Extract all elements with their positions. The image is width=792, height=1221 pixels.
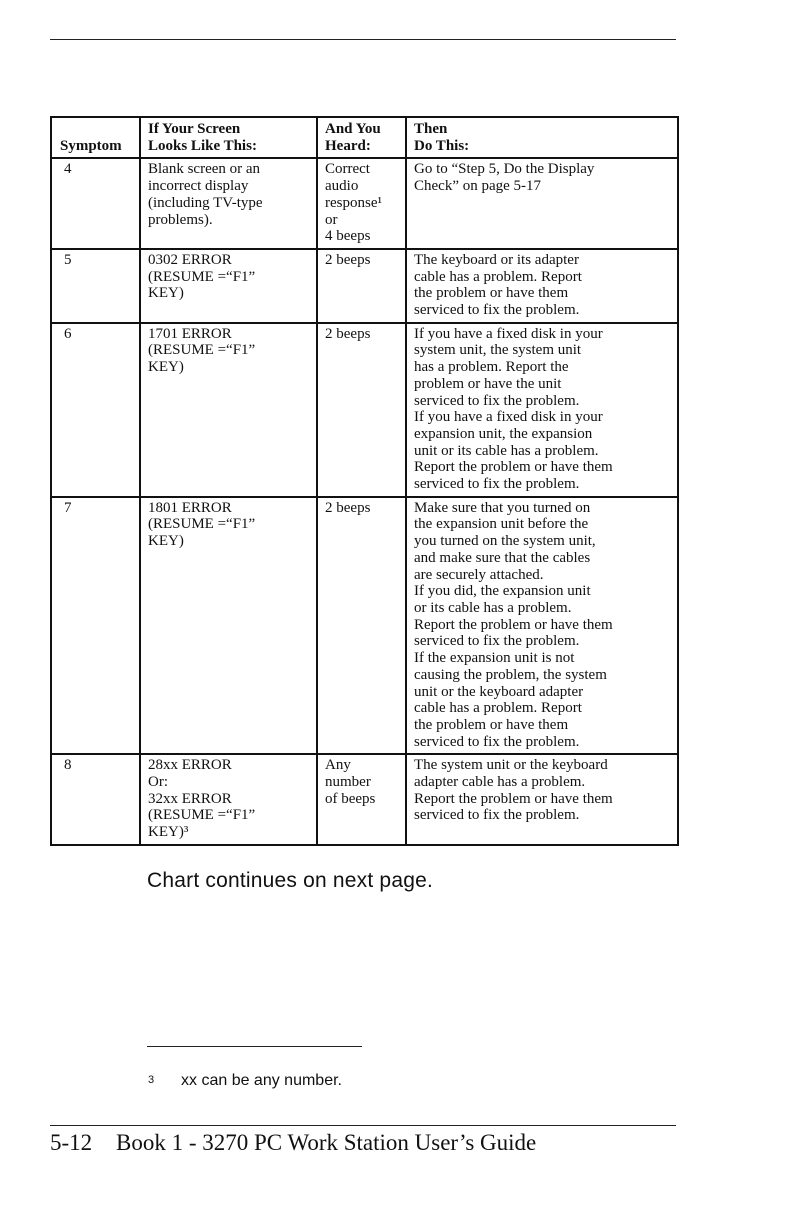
header-symptom: Symptom [51,117,140,158]
screen-description: Blank screen or an incorrect display (including TV-type problems). [140,158,317,249]
action-description: The system unit or the keyboard adapter cable has a problem. Report the problem or have them serviced to fix the problem. [406,754,678,845]
symptom-number: 5 [51,249,140,323]
action-description: If you have a fixed disk in your system unit, the system unit has a problem. Report the problem or have the unit serviced to fix the problem. If you have a fixed disk in your expansion unit, the expansion unit or its cable has a problem. Report the problem or have them serviced to fix the problem. [406,323,678,497]
heard-description: 2 beeps [317,323,406,497]
table-row [51,754,678,845]
table-row [51,497,678,755]
symptom-number: 4 [51,158,140,249]
screen-description: 28xx ERROR Or: 32xx ERROR (RESUME =“F1” KEY)³ [140,754,317,845]
header-heard: And You Heard: [317,117,406,158]
heard-description: Correct audio response¹ or 4 beeps [317,158,406,249]
screen-description: 0302 ERROR (RESUME =“F1” KEY) [140,249,317,323]
symptom-number: 7 [51,497,140,755]
action-description: Make sure that you turned on the expansion unit before the you turned on the system unit, and make sure that the cables are securely attached. If you did, the expansion unit or its cable has a problem. Report the problem or have them serviced to fix the problem. If the expansion unit is not causing the problem, the system unit or the keyboard adapter cable has a problem. Report the problem or have them serviced to fix the problem. [406,497,678,755]
page-number: 5-12 [50,1130,93,1155]
screen-description: 1701 ERROR (RESUME =“F1” KEY) [140,323,317,497]
symptom-number: 8 [51,754,140,845]
table-row [51,323,678,497]
symptom-table [50,116,679,846]
table-row [51,158,678,249]
header-then: Then Do This: [406,117,678,158]
heard-description: 2 beeps [317,249,406,323]
footer-rule [50,1125,676,1126]
symptom-number: 6 [51,323,140,497]
footnote-number: 3 [148,1074,155,1086]
screen-description: 1801 ERROR (RESUME =“F1” KEY) [140,497,317,755]
action-description: The keyboard or its adapter cable has a problem. Report the problem or have them serviced to fix the problem. [406,249,678,323]
chart-continues-note: Chart continues on next page. [147,869,433,892]
heard-description: Any number of beeps [317,754,406,845]
book-title: Book 1 - 3270 PC Work Station User’s Guide [116,1130,537,1155]
footnote-text: xx can be any number. [181,1072,342,1089]
top-rule [50,39,676,40]
header-screen: If Your Screen Looks Like This: [140,117,317,158]
table-header-row [51,117,678,158]
table-row [51,249,678,323]
heard-description: 2 beeps [317,497,406,755]
footnote-rule [147,1046,362,1047]
action-description: Go to “Step 5, Do the Display Check” on page 5-17 [406,158,678,249]
